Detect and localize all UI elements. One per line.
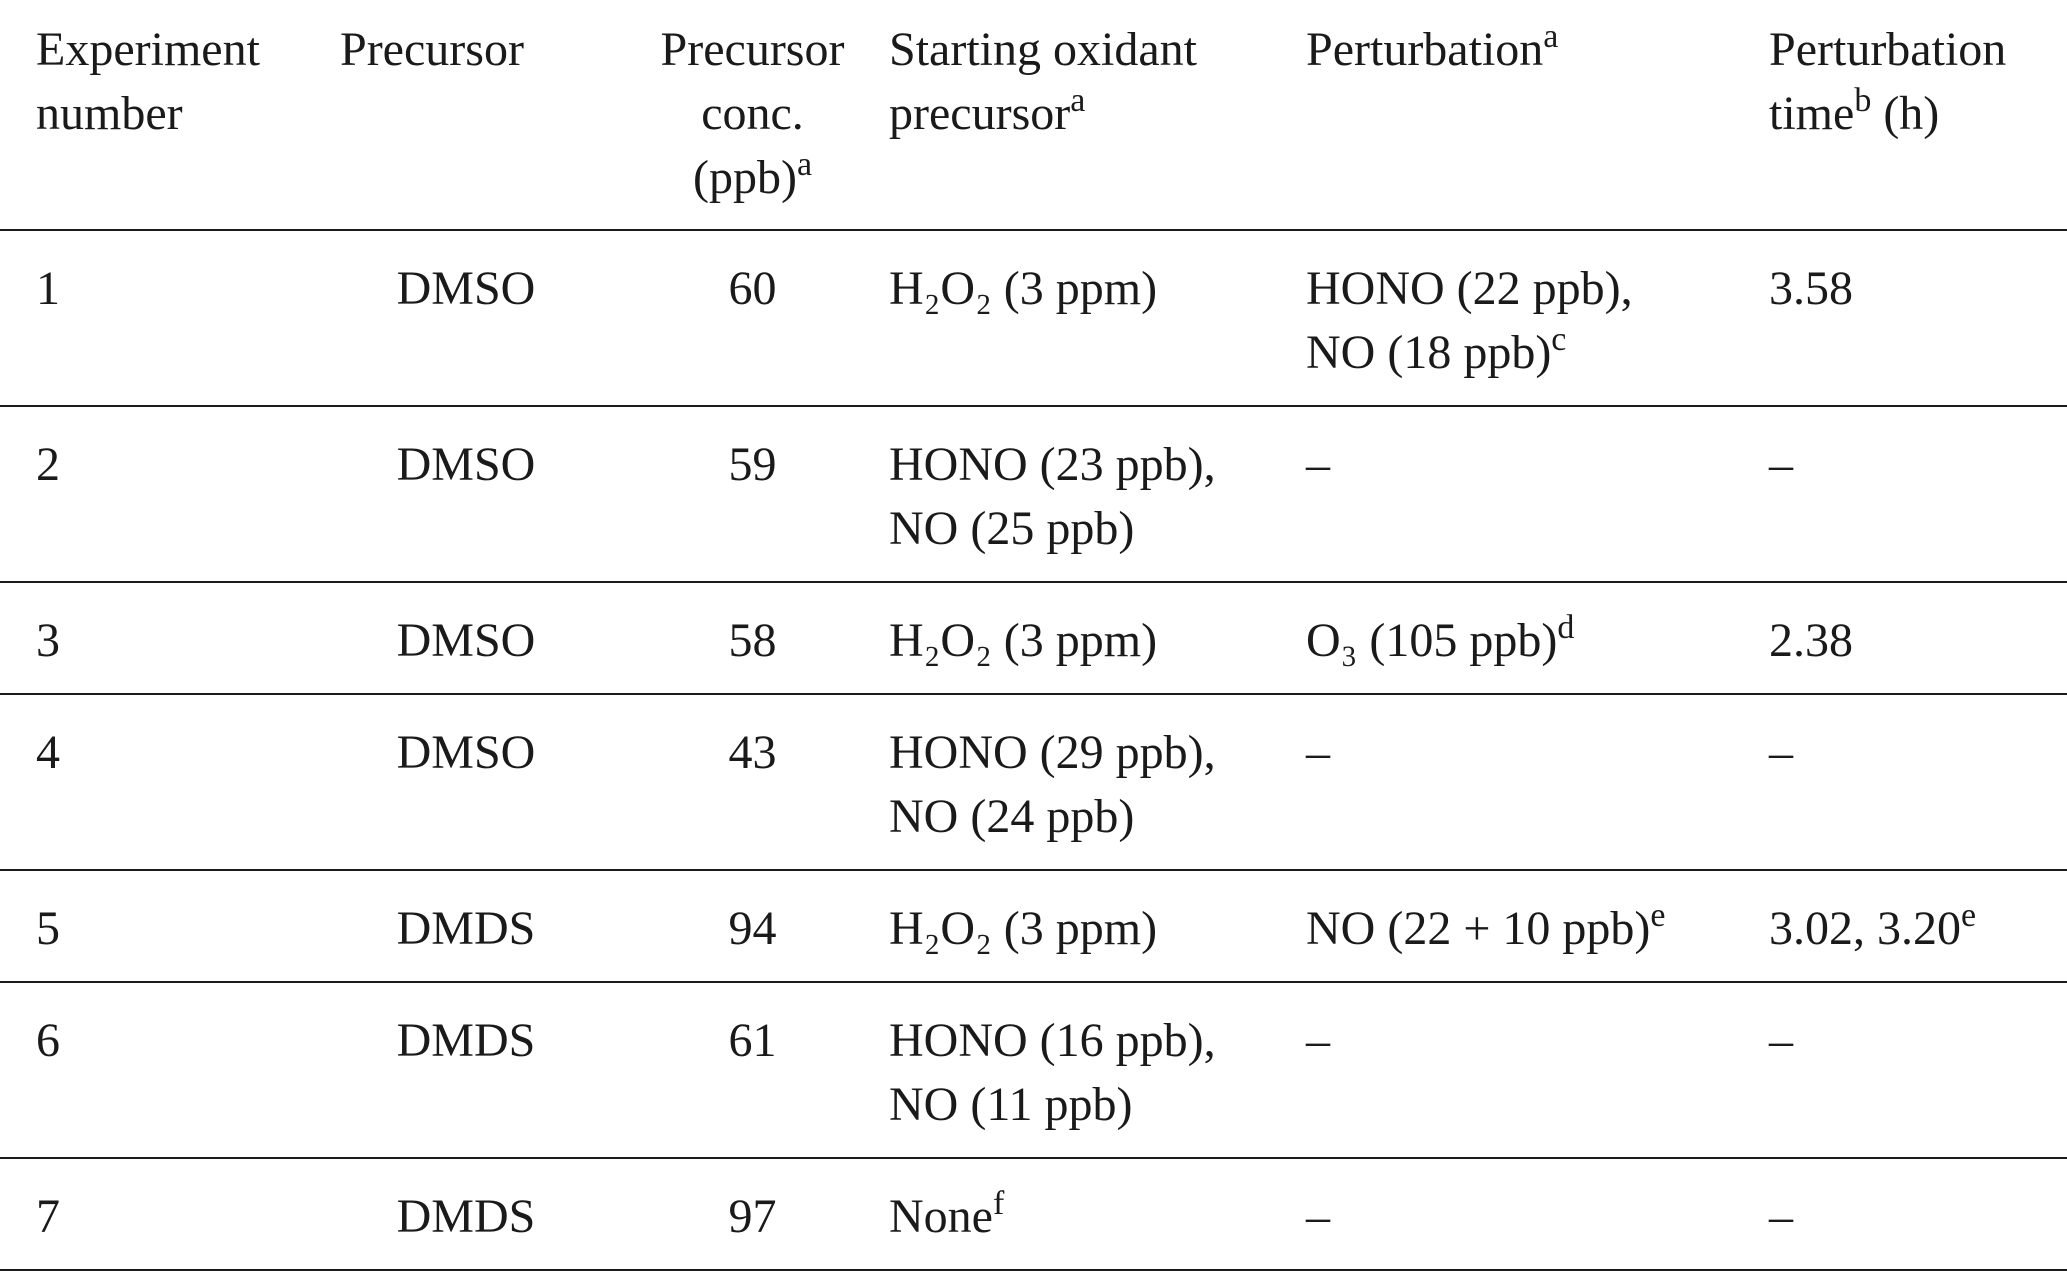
cell-perturbation-time: – — [1769, 726, 1793, 779]
table-row — [0, 694, 2067, 870]
cell-perturbation: – — [1306, 438, 1330, 491]
cell-perturbation-time: 3.58 — [1769, 262, 1853, 315]
cell-perturbation: – — [1306, 1014, 1330, 1067]
cell-experiment-number: 3 — [36, 614, 60, 667]
cell-perturbation: – — [1306, 1190, 1330, 1243]
cell-experiment-number: 4 — [36, 726, 60, 779]
table-row — [0, 230, 2067, 406]
header-row — [0, 0, 2067, 230]
cell-perturbation-time: – — [1769, 438, 1793, 491]
cell-starting-oxidant: HONO (16 ppb), NO (11 ppb) — [889, 1014, 1216, 1131]
table-row — [0, 406, 2067, 582]
cell-precursor-conc: 43 — [728, 726, 777, 779]
cell-precursor-conc: 61 — [728, 1014, 777, 1067]
cell-precursor: DMDS — [396, 1014, 536, 1067]
cell-perturbation: NO (22 + 10 ppb)$^e$ — [1306, 897, 1666, 955]
cell-precursor-conc: 59 — [728, 438, 777, 491]
footnote-marker: c — [1551, 321, 1567, 358]
footnote-marker: f — [992, 1185, 1005, 1222]
cell-precursor: DMDS — [396, 902, 536, 955]
cell-precursor: DMSO — [396, 438, 536, 491]
cell-precursor: DMSO — [396, 726, 536, 779]
cell-starting-oxidant: None$^f$ — [889, 1185, 1005, 1243]
footnote-marker: a — [796, 146, 813, 183]
cell-perturbation: O₃ (105 ppb)$^d$ — [1306, 609, 1575, 667]
cell-starting-oxidant: HONO (29 ppb), NO (24 ppb) — [889, 726, 1216, 843]
cell-starting-oxidant: HONO (23 ppb), NO (25 ppb) — [889, 438, 1216, 555]
cell-experiment-number: 1 — [36, 262, 60, 315]
cell-starting-oxidant: H₂O₂ (3 ppm) — [889, 262, 1158, 315]
cell-perturbation-time: 2.38 — [1769, 614, 1853, 667]
cell-starting-oxidant: H₂O₂ (3 ppm) — [889, 614, 1158, 667]
cell-precursor-conc: 97 — [728, 1190, 777, 1243]
cell-precursor-conc: 94 — [728, 902, 777, 955]
cell-perturbation-time: 3.02, 3.20e — [1769, 897, 1977, 955]
cell-experiment-number: 5 — [36, 902, 60, 955]
table-body — [0, 230, 2067, 1270]
cell-starting-oxidant: H₂O₂ (3 ppm) — [889, 902, 1158, 955]
header-precursor-conc: Precursor conc. (ppb)$^a$ — [660, 23, 845, 204]
cell-perturbation-time: – — [1769, 1190, 1793, 1243]
footnote-marker: b — [1854, 82, 1872, 119]
cell-perturbation-time: – — [1769, 1014, 1793, 1067]
header-experiment-number: Experiment number — [36, 23, 260, 140]
cell-experiment-number: 6 — [36, 1014, 60, 1067]
cell-precursor-conc: 58 — [728, 614, 777, 667]
table-row — [0, 982, 2067, 1158]
cell-precursor-conc: 60 — [728, 262, 777, 315]
cell-precursor: DMSO — [396, 262, 536, 315]
header-starting-oxidant: Starting oxidant precursor$^a$ — [889, 23, 1197, 140]
table-row — [0, 870, 2067, 982]
cell-precursor: DMSO — [396, 614, 536, 667]
table-row — [0, 582, 2067, 694]
cell-experiment-number: 7 — [36, 1190, 60, 1243]
cell-experiment-number: 2 — [36, 438, 60, 491]
cell-precursor: DMDS — [396, 1190, 536, 1243]
header-precursor: Precursor — [340, 23, 524, 76]
cell-perturbation: – — [1306, 726, 1330, 779]
header-perturbation-time: Perturbation time$^b$ (h) — [1769, 23, 2007, 140]
footnote-marker: a — [1543, 18, 1559, 55]
cell-perturbation: HONO (22 ppb), NO (18 ppb)$^c$ — [1306, 262, 1633, 379]
table-header — [0, 0, 2067, 230]
footnote-marker: d — [1557, 609, 1575, 646]
footnote-marker: e — [1961, 897, 1977, 934]
footnote-marker: e — [1650, 897, 1666, 934]
table-row — [0, 1158, 2067, 1270]
header-perturbation: Perturbation$^a$ — [1306, 18, 1559, 76]
footnote-marker: a — [1070, 82, 1086, 119]
